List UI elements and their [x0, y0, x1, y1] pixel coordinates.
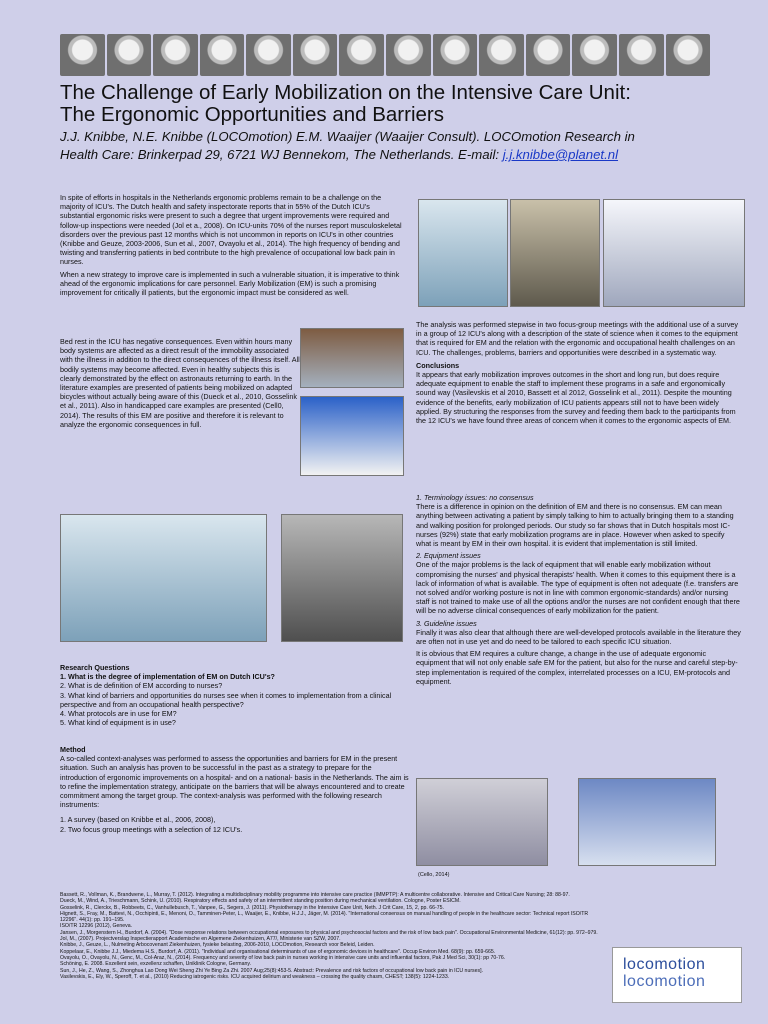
reference-item: Ovayolu, O., Ovayolu, N., Genc, M., Col-Araz, N., (2014). Frequency and severity of low back pain in nurses working in intensive care units and influential factors, Pak J Med Sci, 30(1): pp 70-76. — [60, 954, 506, 961]
wheelchair-room-photo — [416, 778, 548, 866]
bed-rest-section — [60, 337, 300, 432]
portrait-photo — [479, 34, 524, 76]
reference-item: Hignett, S., Fray, M., Battevi, N., Occhipinti, E., Menoni, O., Tamminen-Peter, L., Waaijer, E., Knibbe, H.J.J., Jäger, M. (2014). "International consensus on manual handling of people in the healthcare sector: Technical report ISO/TR 12296". 44(1): pp. 191–195. — [60, 910, 589, 924]
portrait-photo — [619, 34, 664, 76]
intro-paragraph-1: In spite of efforts in hospitals in the Netherlands ergonomic problems remain to be a challenge on the majority of ICU's. The Dutch health and safety inspectorate reports that in 55% of the Dutch ICU's substantial ergonomic risks were present to such a degree that urgent improvements were required and follow-up inspections were needed (Jol et a., 2008). On ICU-units 70% of the nurses report musculoskeletal disorders over the previous past 12 months which is not uncommon in reports on ICU's in other countries (Knibbe and Geuze, 2003-2006, Sun et al., 2007, Ovayolu et al., 2014). The high frequency of bending and twisting and transferring patients in bed contribute to the high prevalence of occupational low back pain in nurses. — [60, 193, 402, 267]
portrait-photo — [200, 34, 245, 76]
reference-item: ISO/TR 12296 (2012), Geneva. — [60, 923, 133, 930]
authors-block — [60, 128, 740, 164]
analysis-section — [416, 320, 741, 428]
conclusions-heading: Conclusions — [416, 360, 460, 370]
logo-text-2: locomotion — [623, 973, 706, 990]
address-text: Health Care: Brinkerpad 29, 6721 WJ Bennekom, The Netherlands. E-mail: — [60, 147, 503, 162]
email-link[interactable]: j.j.knibbe@planet.nl — [502, 147, 619, 162]
astronaut-landing-photo — [300, 328, 404, 388]
authors-line-1: J.J. Knibbe, N.E. Knibbe (LOCOmotion) E.M. Waaijer (Waaijer Consult). LOCOmotion Research in — [60, 129, 635, 144]
intro-paragraph-2: When a new strategy to improve care is implemented in such a vulnerable situation, it is imperative to think ahead of the ergonomic implications for care personnel. Early Mobilization (EM) is such a promising improvement for critically ill patients, but the ergonomic impact must be considered as well. — [60, 269, 400, 298]
portrait-photo — [526, 34, 571, 76]
method-heading: Method — [60, 745, 86, 754]
patient-with-ball-photo — [578, 778, 716, 866]
reference-item: Bassett, R., Vollman, K., Brandwene, L., Murray, T. (2012). Integrating a multidisciplinary mobility programme into intensive care practice (IMMPTP): A multicentre collaborative. Intensive and Critical Care Nursing; 28: 88-97. — [60, 892, 570, 898]
portrait-photo — [107, 34, 152, 76]
analysis-paragraph: The analysis was performed stepwise in two focus-group meetings with the additional use of a survey in a group of 12 ICU's along with a description of the state of science when it comes to the equipment that is required for EM and the relation with the ergonomic and occupational health challenges on an ICU. The challenges, problems, barriers and opportunities were described in a systematic way. — [416, 320, 739, 357]
reference-item: Sun, J., He, Z., Wang, S., Zhonghua Lao Dong Wei Sheng Zhi Ye Bing Za Zhi. 2007 Aug;25(8):453-5. Abstract: Prevalence and risk factors of occupational low back pain in ICU nurses]. — [60, 967, 484, 974]
equipment-paragraph: One of the major problems is the lack of equipment that will enable early mobilization without compromising the nurses' and physical therapists' health. When it comes to this equipment there is a lack of information of what is available. The type of equipment is often not adequate (f.e. transfers are not solved and/or working posture is not in line with common ergonomic-standards) and/or nursing staff is not trained to make use of all the options and/or the nurses are not confident enough that there will be no adverse clinical consequences of early mobilization for the patient. — [416, 560, 740, 616]
portrait-photo — [60, 34, 105, 76]
reference-item: Schöning, E. 2008. Exzellent sein, exzellenz schaffen, Uniklinik Cologne, Germany. — [60, 961, 251, 968]
research-question-2: 2. What is de definition of EM according to nurses? — [60, 681, 223, 691]
method-paragraph: A so-called context-analyses was performed to assess the opportunities and barriers for EM in the present situation. Such an analysis has proven to be successful in the past as a strategy to prepare for the introduction of ergonomic improvements on a hospital- and on a national- basis in the Netherlands. The aim is to refine the implementation strategy, anticipate on the barriers that will be always encountered and to create commitment among the target group. The context-analysis was performed with the following research instruments: — [60, 754, 409, 810]
research-question-1: 1. What is the degree of implementation of EM on Dutch ICU's? — [60, 672, 275, 682]
reference-item: Gosselink, R., Clerckx, B., Robbeets, C., Vanhullebusch, T., Vanpee, G., Segers, J. (2011). Physiotherapy in the Intensive Care Unit, Neth. J Crit Care, 15, 2, pp. 66-75. — [60, 904, 444, 911]
conclusions-paragraph: It appears that early mobilization improves outcomes in the short and long run, but does require adequate equipment to enable the staff to implement these programs in a safe and ergonomically sound way (Vasilevskis et al 2010, Bassett et al 2012, Gosselink et al., 2011). Despite the mounting evidence of the benefits, early mobilization of ICU patients appears still not to have been widely applied. By structuring the responses from the survey and feeding them back to the participants from the 12 ICU's we have found three areas of concern when it comes to the ergonomic aspects of EM. — [416, 370, 736, 426]
guideline-heading: 3. Guideline issues — [416, 618, 477, 628]
logo-text-1: locomotion — [623, 956, 706, 973]
bed-rest-paragraph: Bed rest in the ICU has negative consequences. Even within hours many body systems are affected as a direct result of the immobility associated with the illness in addition to the direct consequences of the illness itself. All bodily systems may become affected. Even in healthy subjects this is clearly demonstrated by the effect on astronauts returning to earth. In the literature examples are presented of patients being mobilized on adapted bicycles without actually being aware of this (Dueck et al., 2010, Gosselink et al., 2011). Also in handicapped care examples are presented (Cell0, 2014). The results of this EM are positive and therefore it is relevant to analyze the ergonomic consequences in full. — [60, 337, 300, 429]
research-questions — [60, 663, 410, 727]
portrait-photo — [293, 34, 338, 76]
intro-section — [60, 193, 405, 300]
patient-lift-photo — [510, 199, 600, 307]
title-line-1: The Challenge of Early Mobilization on the Intensive Care Unit: — [60, 81, 631, 104]
concerns-section — [416, 493, 741, 689]
portrait-photo — [339, 34, 384, 76]
reference-item: Koppelaar, E., Knibbe J.J., Miedema H.S., Burdorf, A. (2011). "Individual and organisational determinants of use of ergonomic devices in healthcare". Occup Environ Med. 68(9): pp. 659-665. — [60, 948, 496, 955]
reference-item: Dueck, M., Wind, A., Trieschmann, Schink, U. (2010). Respiratory effects and safety of an intermittent standing position during mechanical ventilation. Cologne, Poster ESICM. — [60, 898, 461, 905]
photo-caption: (Cello, 2014) — [418, 872, 450, 878]
portrait-photo — [246, 34, 291, 76]
reference-item: Vasilevskis, E., Ely, W., Speroff, T. et al., (2010) Reducing iatrogenic risks. ICU acquired delirium and weakness – crossing the quality chasm, CHEST; 138(5): 1224-1233. — [60, 973, 450, 980]
method-item-2: 2. Two focus group meetings with a selection of 12 ICU's. — [60, 824, 243, 834]
closing-paragraph: It is obvious that EM requires a culture change, a change in the use of adequate ergonomic equipment that will not only enable safe EM for the patient, but also for the nurse and careful step-by-step implementation is required of the complex, interrelated processes on a ICU, EM-protocols and equipment. — [416, 649, 738, 686]
research-question-4: 4. What protocols are in use for EM? — [60, 709, 177, 719]
poster-title — [60, 82, 740, 126]
header-photo-strip — [60, 34, 710, 76]
research-questions-heading: Research Questions — [60, 663, 130, 672]
icu-bed-photo — [60, 514, 267, 642]
nurse-with-patient-photo — [418, 199, 508, 307]
reference-item: Jansen, J., Morgenstern H., Burdorf, A. (2004). "Dose response relations between occupational exposures to physical and psychosocial factors and the risk of low back pain". Occupational Environmental Medicine, 61(12): pp. 972–979. — [60, 929, 598, 936]
tilt-table-photo — [281, 514, 403, 642]
reference-item: Knibbe, J., Geuze, L., Nulmeting Arbocovenant Ziekenhuizen, fysieke belasting, 2006-2010, LOCOmotion, Research voor Beleid, Leiden. — [60, 942, 375, 949]
portrait-photo — [433, 34, 478, 76]
terminology-paragraph: There is a difference in opinion on the definition of EM and there is no consensus. EM can mean anything between activating a patient by simply talking to him to actually bringing them to a standing and walking position for prolonged periods. Our study so far shows that in Dutch hospitals most IC-nurses (92%) state that early mobilization programs are in place. However when asked to specify what is meant by EM in their own hospital. it is evident that implementation is still limited. — [416, 502, 734, 549]
terminology-heading: 1. Terminology issues: no consensus — [416, 493, 534, 502]
research-question-5: 5. What kind of equipment is in use? — [60, 718, 176, 728]
references — [60, 892, 600, 980]
reference-item: Jol, M., (2007). Projectverslag Inspectierapport Academische en Algemene Ziekenhuizen, A77/, Ministerie van SZW, 2007. — [60, 936, 341, 943]
portrait-photo — [666, 34, 711, 76]
authors-line-2 — [60, 146, 740, 164]
portrait-photo — [572, 34, 617, 76]
method-item-1: 1. A survey (based on Knibbe et al., 2006, 2008), — [60, 815, 216, 825]
mobilization-bed-photo — [603, 199, 745, 307]
method-section — [60, 745, 410, 834]
portrait-photo — [386, 34, 431, 76]
equipment-heading: 2. Equipment issues — [416, 551, 481, 561]
guideline-paragraph: Finally it was also clear that although there are well-developed protocols available in the literature they are often not in use yet and do need to be tailored to each specific ICU situation. — [416, 627, 741, 647]
locomotion-logo — [612, 947, 742, 1003]
portrait-photo — [153, 34, 198, 76]
title-line-2: The Ergonomic Opportunities and Barriers — [60, 103, 444, 126]
astronauts-photo — [300, 396, 404, 476]
research-question-3: 3. What kind of barriers and opportunities do nurses see when it comes to implementation from a clinical perspective and from an occupational health perspective? — [60, 690, 392, 709]
